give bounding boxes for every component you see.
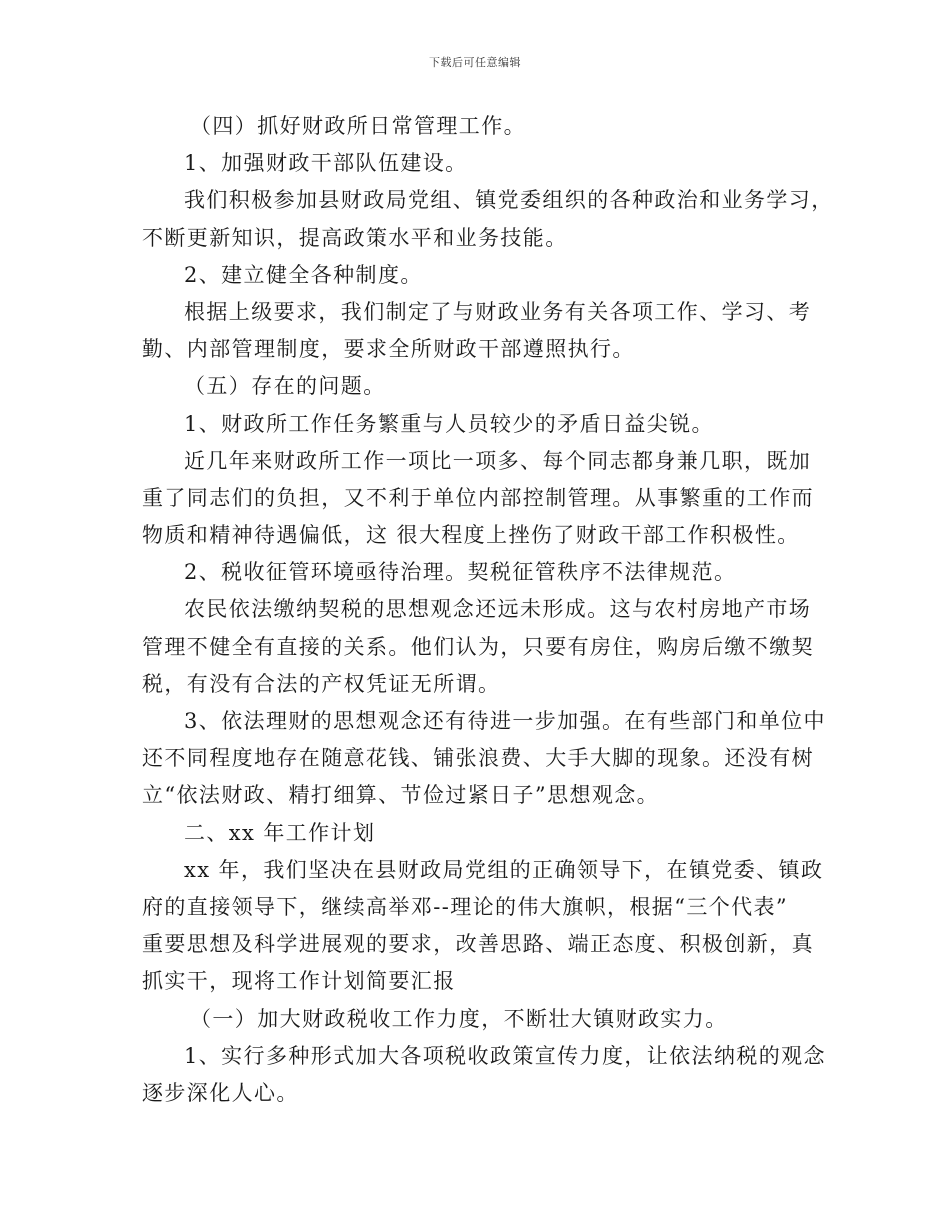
paragraph-line: 根据上级要求，我们制定了与财政业务有关各项工作、学习、考	[184, 299, 812, 324]
paragraph-line: 立“依法财政、精打细算、节俭过紧日子”思想观念。	[142, 783, 660, 808]
section-heading: 二、xx 年工作计划	[184, 820, 376, 845]
paragraph-line: 近几年来财政所工作一项比一项多、每个同志都身兼几职，既加	[184, 448, 812, 473]
list-item: 1、财政所工作任务繁重与人员较少的矛盾日益尖锐。	[184, 411, 714, 436]
paragraph-line: 不断更新知识，提高政策水平和业务技能。	[142, 225, 568, 250]
paragraph-line: 管理不健全有直接的关系。他们认为，只要有房住，购房后缴不缴契	[142, 634, 814, 659]
paragraph-line: 税，有没有合法的产权凭证无所谓。	[142, 671, 501, 696]
paragraph-line: 重了同志们的负担，又不利于单位内部控制管理。从事繁重的工作而	[142, 485, 814, 510]
page-header: 下载后可任意编辑	[429, 56, 521, 69]
paragraph-line: 还不同程度地存在随意花钱、铺张浪费、大手大脚的现象。还没有树	[142, 746, 814, 771]
list-item: 2、税收征管环境亟待治理。契税征管秩序不法律规范。	[184, 560, 737, 585]
paragraph-line: 我们积极参加县财政局党组、镇党委组织的各种政治和业务学习，	[184, 188, 834, 213]
paragraph-line: 勤、内部管理制度，要求全所财政干部遵照执行。	[142, 337, 635, 362]
paragraph-line: 物质和精神待遇偏低，这 很大程度上挫伤了财政干部工作积极性。	[142, 523, 800, 548]
list-item: 3、依法理财的思想观念还有待进一步加强。在有些部门和单位中	[184, 709, 826, 733]
document-body	[142, 108, 834, 1112]
list-item: 1、实行多种形式加大各项税收政策宣传力度，让依法纳税的观念	[184, 1043, 826, 1068]
paragraph-line: 农民依法缴纳契税的思想观念还远未形成。这与农村房地产市场	[184, 597, 812, 622]
paragraph-line: 抓实干，现将工作计划简要汇报	[142, 969, 456, 994]
list-item: 2、建立健全各种制度。	[184, 262, 423, 287]
section-heading: （四）抓好财政所日常管理工作。	[190, 114, 526, 138]
paragraph-line: 逐步深化人心。	[142, 1080, 299, 1105]
section-heading: （五）存在的问题。	[184, 374, 386, 399]
paragraph-line: xx 年，我们坚决在县财政局党组的正确领导下，在镇党委、镇政	[184, 857, 824, 882]
paragraph-line: 府的直接领导下，继续高举邓--理论的伟大旗帜，根据“三个代表”	[142, 894, 789, 919]
list-item: 1、加强财政干部队伍建设。	[184, 151, 468, 176]
section-heading: （一）加大财政税收工作力度，不断壮大镇财政实力。	[190, 1006, 728, 1031]
paragraph-line: 重要思想及科学进展观的要求，改善思路、端正态度、积极创新，真	[142, 932, 814, 957]
